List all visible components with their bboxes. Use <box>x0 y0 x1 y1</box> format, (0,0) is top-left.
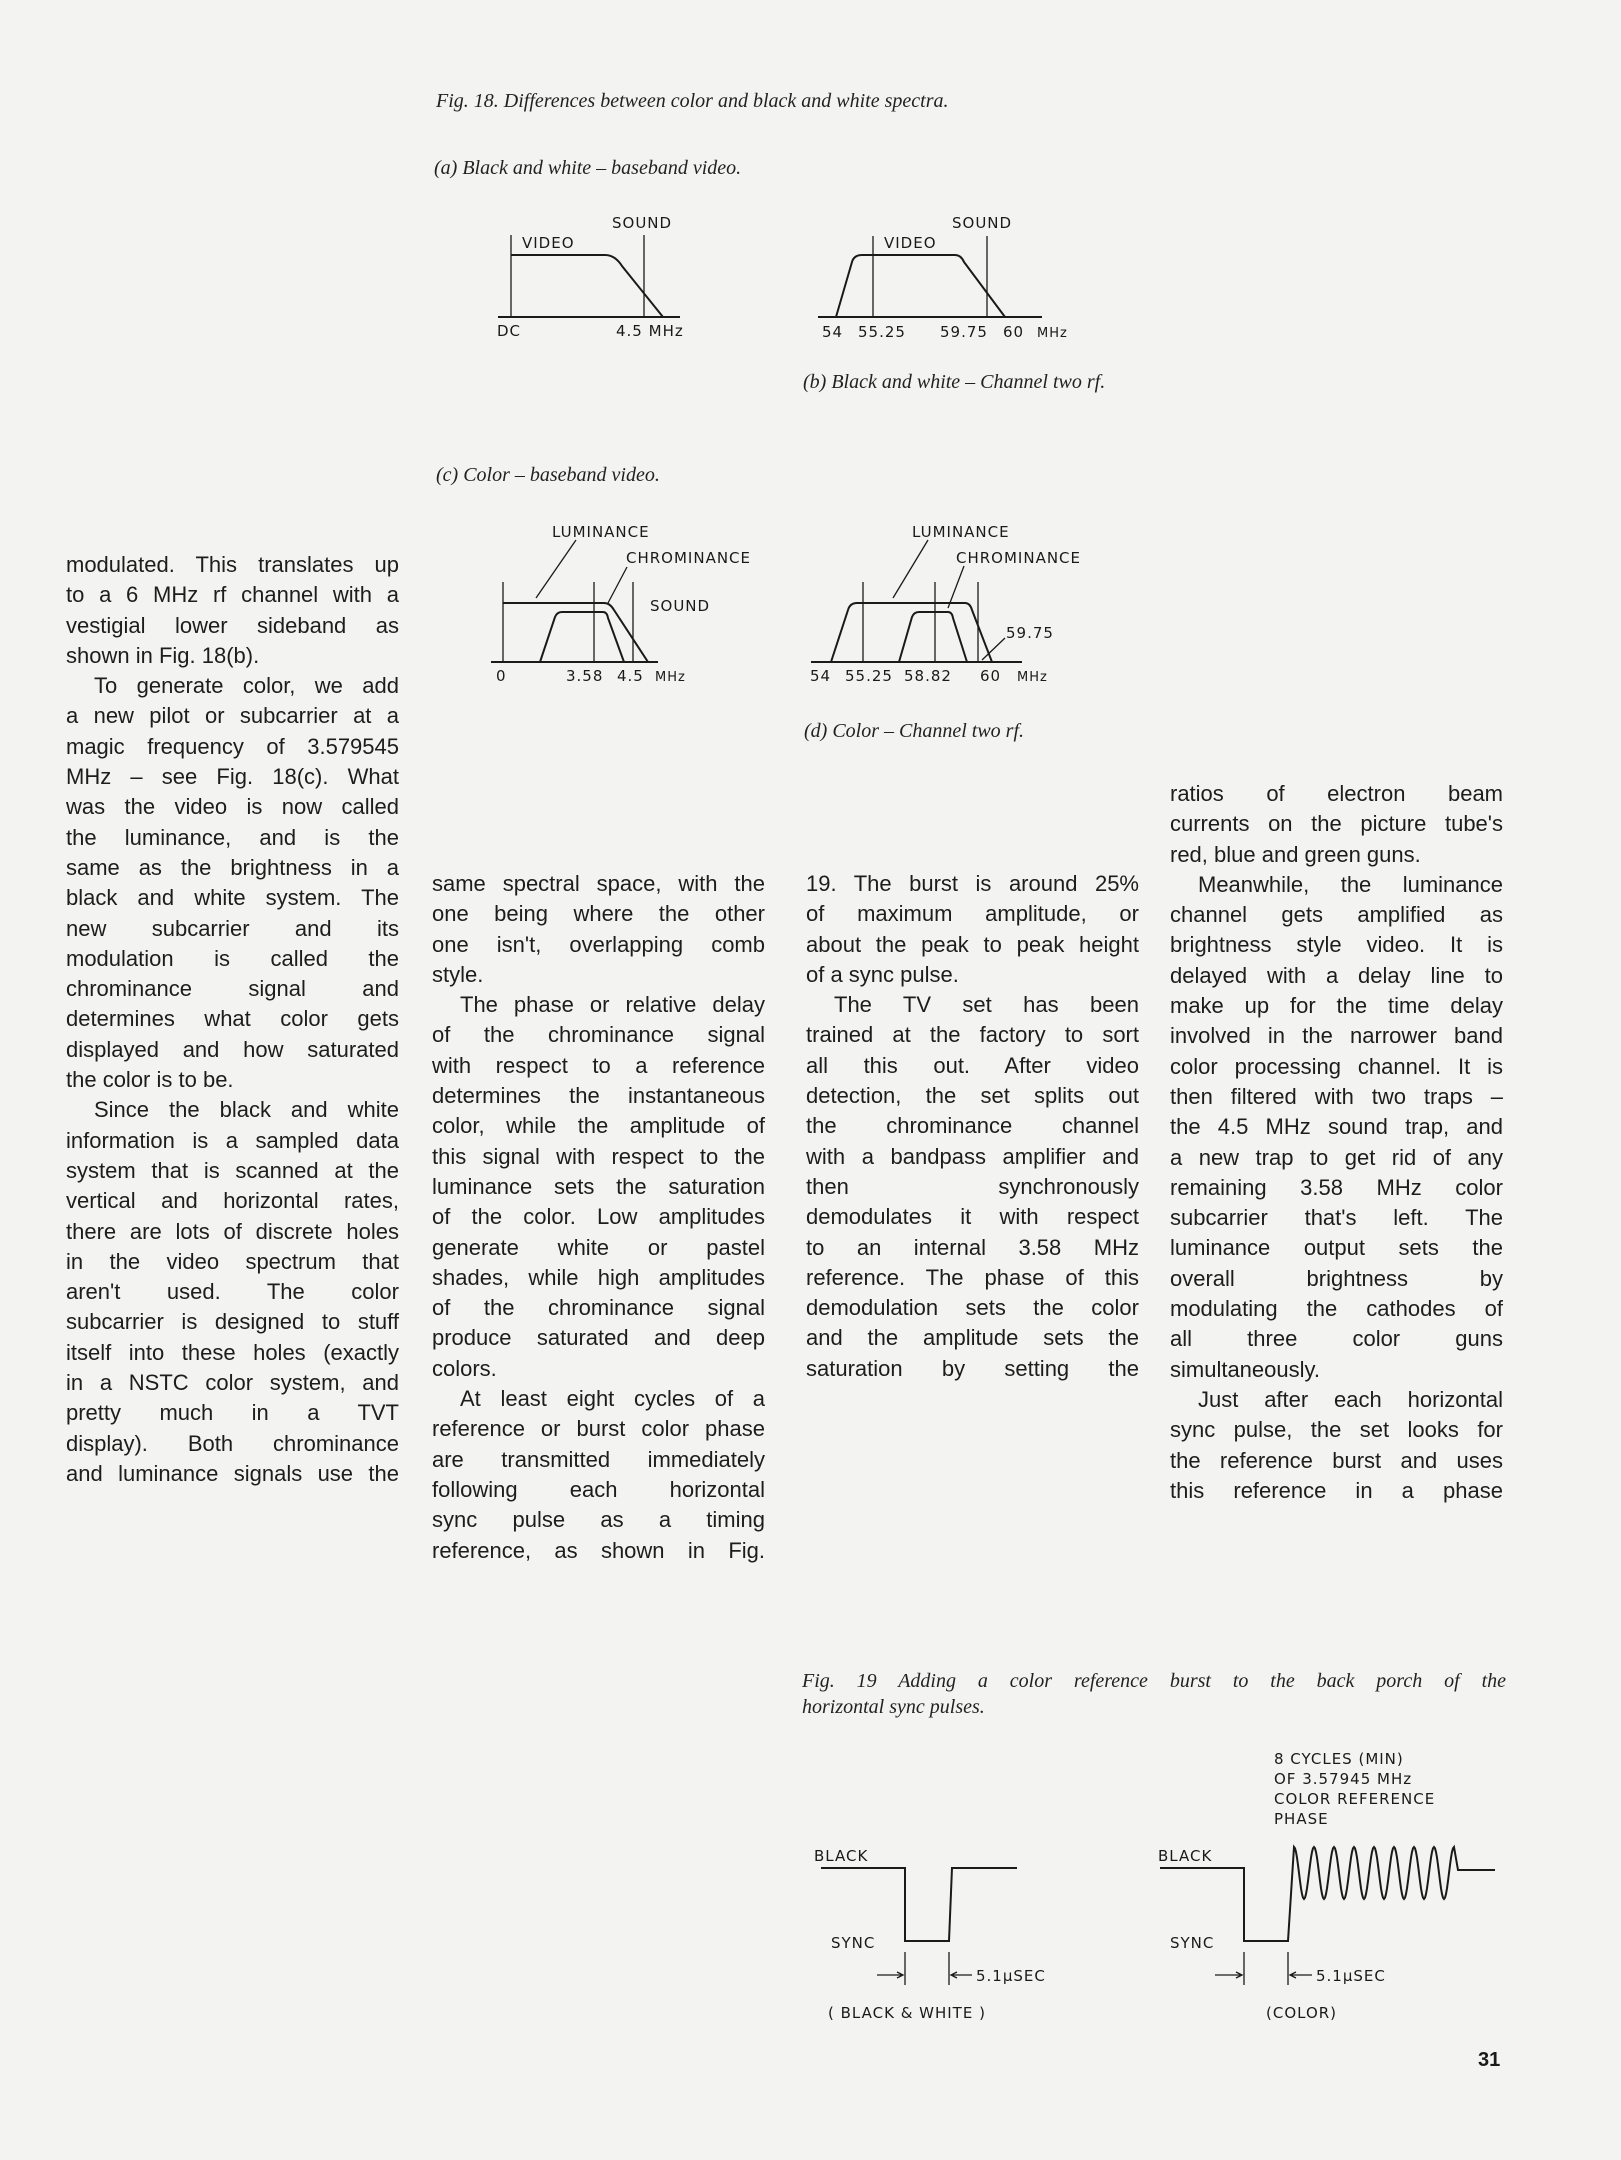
text-line: MHz – see Fig. 18(c). What <box>66 764 399 790</box>
video-label: VIDEO <box>522 234 575 252</box>
text-line: one being where the other <box>432 901 765 927</box>
text-line: vestigial lower sideband as <box>66 612 399 638</box>
text-line: involved in the narrower band <box>1170 1023 1503 1049</box>
luminance-curve <box>831 603 992 662</box>
text-column-1 <box>66 550 399 1489</box>
text-line: subcarrier that's left. The <box>1170 1205 1503 1231</box>
page-number: 31 <box>1478 2049 1501 2071</box>
chrominance-arrow <box>948 566 964 608</box>
bw-label: ( BLACK & WHITE ) <box>828 2004 986 2022</box>
text-line: red, blue and green guns. <box>1170 841 1421 867</box>
text-line: information is a sampled data <box>66 1127 399 1153</box>
text-line: was the video is now called <box>66 794 399 820</box>
text-line: remaining 3.58 MHz color <box>1170 1174 1503 1200</box>
tick-label: 4.5 MHz <box>616 322 684 340</box>
text-line: reference or burst color phase <box>432 1416 765 1442</box>
text-line: determines what color gets <box>66 1006 399 1032</box>
chrominance-arrow <box>608 567 627 603</box>
text-line: aren't used. The color <box>66 1279 399 1305</box>
text-line: with a bandpass amplifier and <box>806 1143 1139 1169</box>
text-line: to an internal 3.58 MHz <box>806 1234 1139 1260</box>
tick-label: 59.75 <box>940 323 988 341</box>
text-line: there are lots of discrete holes <box>66 1218 399 1244</box>
text-line: all three color guns <box>1170 1326 1503 1352</box>
tick-label: 4.5 <box>617 667 644 685</box>
fig19-bw-diagram <box>814 1847 1046 2022</box>
text-line: style. <box>432 961 484 987</box>
tick-label: 3.58 <box>566 667 604 685</box>
burst-note-line: 8 CYCLES (MIN) <box>1274 1750 1404 1768</box>
chrominance-label: CHROMINANCE <box>956 549 1082 567</box>
fig18d-diagram <box>810 523 1081 685</box>
text-line: then filtered with two traps – <box>1170 1083 1503 1109</box>
text-line: same spectral space, with the <box>432 871 765 896</box>
text-line: one isn't, overlapping comb <box>432 931 765 957</box>
text-column-3 <box>806 869 1139 1384</box>
video-spectrum-curve <box>836 255 1005 317</box>
text-line: At least eight cycles of a <box>460 1386 765 1412</box>
text-line: simultaneously. <box>1170 1356 1320 1382</box>
text-line: to a 6 MHz rf channel with a <box>66 582 399 608</box>
luminance-arrow <box>893 540 928 598</box>
text-line: following each horizontal <box>432 1476 765 1502</box>
tick-label: DC <box>497 322 522 340</box>
text-line: in the video spectrum that <box>66 1248 399 1274</box>
text-line: of the chrominance signal <box>432 1295 765 1321</box>
arrow-left-icon <box>1290 1972 1312 1978</box>
fig18c-diagram <box>491 523 751 685</box>
text-line: ratios of electron beam <box>1170 781 1503 806</box>
text-line: currents on the picture tube's <box>1170 811 1503 837</box>
text-line: then synchronously <box>806 1173 1139 1199</box>
text-line: trained at the factory to sort <box>806 1022 1139 1048</box>
tick-label: 60 <box>980 667 1002 685</box>
text-line: Just after each horizontal <box>1198 1386 1503 1412</box>
text-line: make up for the time delay <box>1170 993 1503 1019</box>
text-line: display). Both chrominance <box>66 1430 399 1456</box>
text-line: of a sync pulse. <box>806 961 959 987</box>
text-line: determines the instantaneous <box>432 1083 765 1109</box>
text-line: delayed with a delay line to <box>1170 962 1503 988</box>
text-line: demodulation sets the color <box>806 1295 1139 1321</box>
text-line: in a NSTC color system, and <box>66 1370 399 1396</box>
text-line: magic frequency of 3.579545 <box>66 733 399 759</box>
marker-arrow <box>982 638 1005 660</box>
tick-label: 55.25 <box>845 667 893 685</box>
pulse-width-label: 5.1μSEC <box>976 1967 1046 1985</box>
marker-label: 59.75 <box>1006 624 1054 642</box>
text-line: produce saturated and deep <box>432 1325 765 1351</box>
text-column-4 <box>1170 779 1503 1506</box>
text-line: are transmitted immediately <box>432 1446 765 1472</box>
tick-label: MHz <box>1017 670 1048 685</box>
tick-label: 54 <box>810 667 832 685</box>
text-line: this signal with respect to the <box>432 1143 765 1169</box>
burst-note-line: COLOR REFERENCE <box>1274 1790 1436 1808</box>
text-line: modulating the cathodes of <box>1170 1296 1503 1322</box>
sync-waveform <box>821 1868 1017 1941</box>
video-label: VIDEO <box>884 234 937 252</box>
text-line: vertical and horizontal rates, <box>66 1188 399 1214</box>
text-line: same as the brightness in a <box>66 854 399 880</box>
text-line: brightness style video. It is <box>1170 932 1503 958</box>
text-line: new subcarrier and its <box>66 915 399 941</box>
fig18a-diagram <box>497 214 684 340</box>
text-line: a new trap to get rid of any <box>1170 1144 1503 1170</box>
text-line: pretty much in a TVT <box>66 1400 399 1426</box>
tick-label: 60 <box>1003 323 1025 341</box>
arrow-right-icon <box>1215 1972 1242 1978</box>
text-line: with respect to a reference <box>432 1052 765 1078</box>
text-line: subcarrier is designed to stuff <box>66 1309 399 1335</box>
video-spectrum-curve <box>511 255 663 317</box>
text-line: and luminance signals use the <box>66 1460 399 1486</box>
text-line: a new pilot or subcarrier at a <box>66 703 399 729</box>
text-line: displayed and how saturated <box>66 1036 399 1062</box>
fig19-color-diagram <box>1158 1750 1495 2022</box>
text-line: color, while the amplitude of <box>432 1113 765 1139</box>
text-line: detection, the set splits out <box>806 1083 1139 1109</box>
fig18b-diagram <box>818 214 1068 341</box>
sound-label: SOUND <box>612 214 673 232</box>
tick-label: 55.25 <box>858 323 906 341</box>
text-line: reference. The phase of this <box>806 1264 1139 1290</box>
text-line: of maximum amplitude, or <box>806 901 1139 927</box>
text-line: modulated. This translates up <box>66 552 399 577</box>
text-line: the reference burst and uses <box>1170 1447 1503 1473</box>
burst-note-line: OF 3.57945 MHz <box>1274 1770 1413 1788</box>
sync-label: SYNC <box>831 1934 876 1952</box>
tick-label: 54 <box>822 323 844 341</box>
text-line: 19. The burst is around 25% <box>806 871 1139 896</box>
text-line: chrominance signal and <box>66 976 399 1002</box>
text-line: the 4.5 MHz sound trap, and <box>1170 1114 1503 1140</box>
text-line: the luminance, and is the <box>66 824 399 850</box>
burst-note-line: PHASE <box>1274 1810 1329 1828</box>
text-line: black and white system. The <box>66 885 399 911</box>
tick-label: MHz <box>1037 326 1068 341</box>
text-line: luminance output sets the <box>1170 1235 1503 1261</box>
text-line: Meanwhile, the luminance <box>1198 871 1503 897</box>
text-line: of the chrominance signal <box>432 1022 765 1048</box>
text-line: modulation is called the <box>66 945 399 971</box>
text-line: shown in Fig. 18(b). <box>66 642 260 668</box>
chrominance-curve <box>899 612 967 662</box>
luminance-label: LUMINANCE <box>552 523 650 541</box>
text-line: generate white or pastel <box>432 1234 765 1260</box>
fig18-title: Fig. 18. Differences between color and black and white spectra. <box>436 90 949 112</box>
chrominance-label: CHROMINANCE <box>626 549 752 567</box>
text-line: saturation by setting the <box>806 1355 1139 1381</box>
text-line: overall brightness by <box>1170 1265 1503 1291</box>
text-line: demodulates it with respect <box>806 1204 1139 1230</box>
text-line: sync pulse as a timing <box>432 1507 765 1533</box>
sound-label: SOUND <box>952 214 1013 232</box>
fig18b-caption: (b) Black and white – Channel two rf. <box>803 371 1106 393</box>
text-line: The TV set has been <box>834 992 1139 1018</box>
text-line: about the peak to peak height <box>806 931 1139 957</box>
text-column-2 <box>432 869 765 1566</box>
fig19-caption-line1: Fig. 19 Adding a color reference burst to the back porch of the <box>802 1670 1506 1692</box>
color-label: (COLOR) <box>1266 2004 1338 2022</box>
text-line: The phase or relative delay <box>460 992 765 1018</box>
text-line: the chrominance channel <box>806 1113 1139 1139</box>
text-line: and the amplitude sets the <box>806 1325 1139 1351</box>
tick-label: MHz <box>655 670 686 685</box>
tick-label: 58.82 <box>904 667 952 685</box>
chrominance-curve <box>540 612 624 662</box>
luminance-label: LUMINANCE <box>912 523 1010 541</box>
text-line: To generate color, we add <box>94 673 399 699</box>
text-line: system that is scanned at the <box>66 1157 399 1183</box>
fig18a-caption: (a) Black and white – baseband video. <box>434 157 742 179</box>
luminance-arrow <box>536 540 576 598</box>
pulse-width-label: 5.1μSEC <box>1316 1967 1386 1985</box>
sync-label: SYNC <box>1170 1934 1215 1952</box>
text-line: of the color. Low amplitudes <box>432 1204 765 1230</box>
arrow-right-icon <box>877 1972 903 1978</box>
text-line: Since the black and white <box>94 1097 399 1123</box>
fig18d-caption: (d) Color – Channel two rf. <box>804 720 1025 742</box>
text-line: this reference in a phase <box>1170 1477 1503 1503</box>
text-line: itself into these holes (exactly <box>66 1339 399 1365</box>
text-line: the color is to be. <box>66 1067 234 1093</box>
black-label: BLACK <box>814 1847 869 1865</box>
text-line: sync pulse, the set looks for <box>1170 1417 1503 1443</box>
fig19-caption-line2: horizontal sync pulses. <box>802 1696 985 1718</box>
text-line: reference, as shown in Fig. <box>432 1537 765 1563</box>
text-line: colors. <box>432 1355 497 1381</box>
text-line: all this out. After video <box>806 1052 1139 1078</box>
text-line: shades, while high amplitudes <box>432 1264 765 1290</box>
arrow-left-icon <box>951 1972 972 1978</box>
text-line: color processing channel. It is <box>1170 1053 1503 1079</box>
black-label: BLACK <box>1158 1847 1213 1865</box>
text-line: channel gets amplified as <box>1170 902 1503 928</box>
fig18c-caption: (c) Color – baseband video. <box>436 464 660 486</box>
text-line: luminance sets the saturation <box>432 1173 765 1199</box>
tick-label: 0 <box>496 667 507 685</box>
sound-label: SOUND <box>650 597 711 615</box>
